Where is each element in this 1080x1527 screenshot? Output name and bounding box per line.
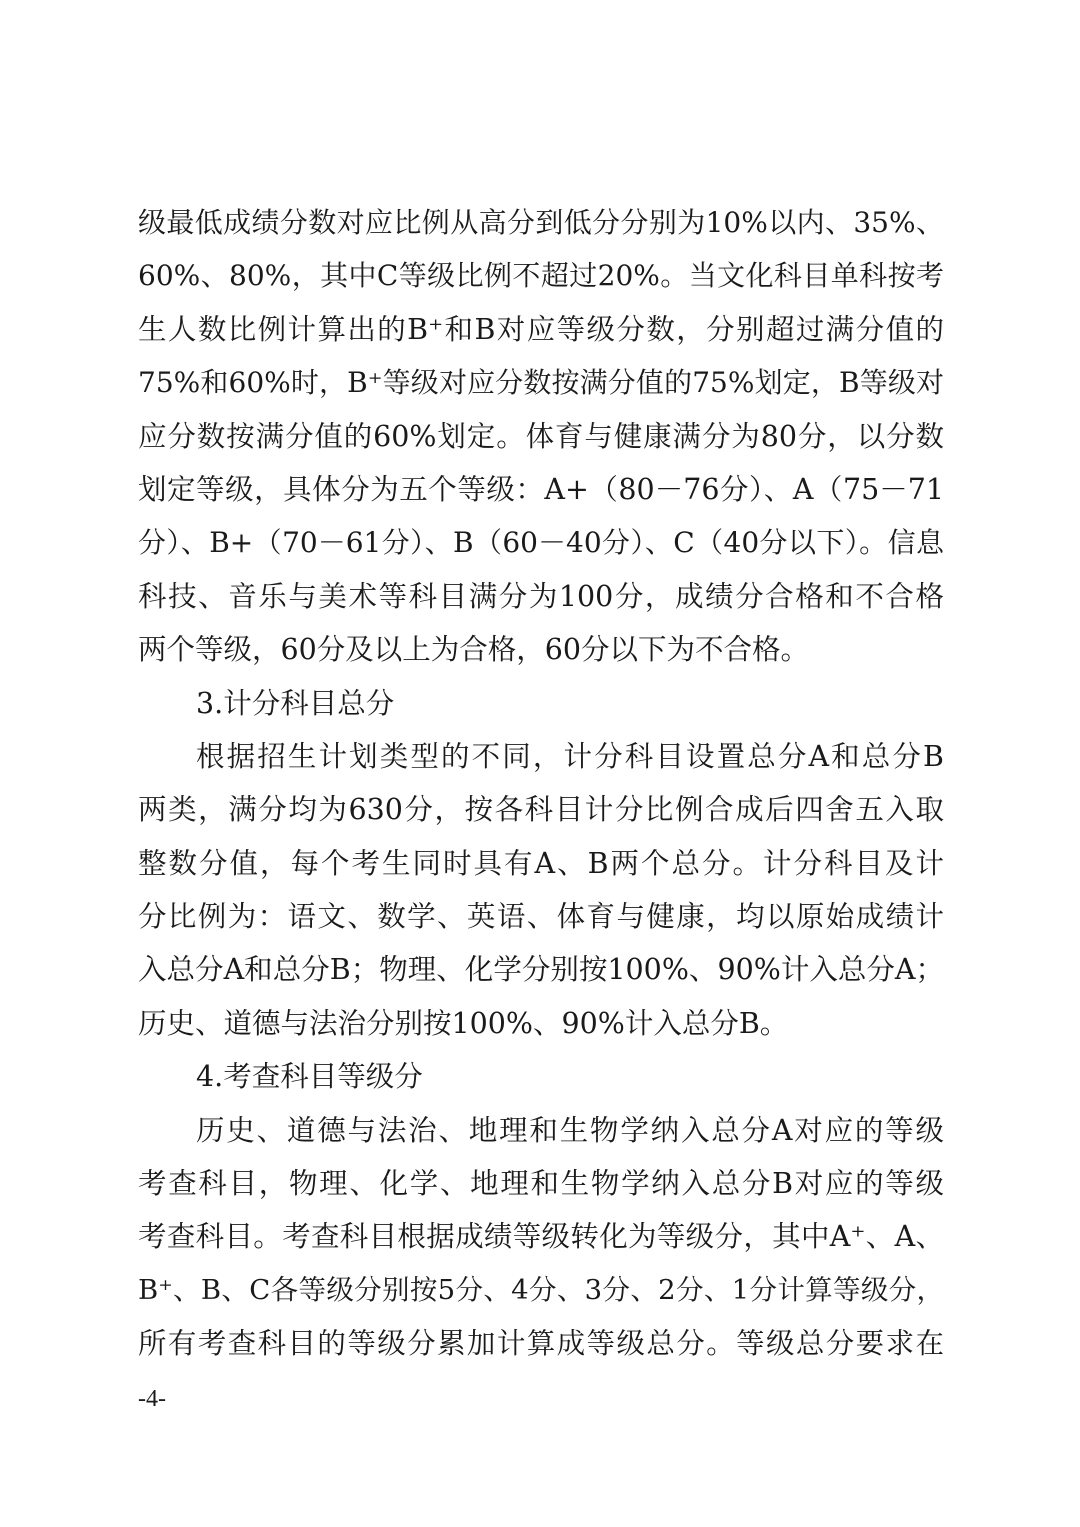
text-line: B⁺、B、C各等级分别按5分、4分、3分、2分、1分计算等级分， — [138, 1273, 944, 1306]
text-line: 分）、B+（70－61分）、B（60－40分）、C（40分以下）。信息 — [138, 526, 944, 560]
text-line: 所有考查科目的等级分累加计算成等级总分。等级总分要求在 — [138, 1327, 944, 1361]
text-line: 考查科目。考查科目根据成绩等级转化为等级分，其中A⁺、A、 — [138, 1220, 944, 1254]
text-line: 两类，满分均为630分，按各科目计分比例合成后四舍五入取 — [138, 793, 944, 827]
text-line: 4.考查科目等级分 — [196, 1060, 423, 1094]
text-line: 3.计分科目总分 — [196, 686, 395, 720]
text-line: 入总分A和总分B；物理、化学分别按100%、90%计入总分A； — [138, 953, 944, 987]
text-line: 整数分值，每个考生同时具有A、B两个总分。计分科目及计 — [138, 846, 944, 880]
text-line: 生人数比例计算出的B⁺和B对应等级分数，分别超过满分值的 — [138, 312, 944, 346]
page-number: -4- — [138, 1386, 166, 1412]
text-line: 考查科目，物理、化学、地理和生物学纳入总分B对应的等级 — [138, 1167, 944, 1201]
text-line: 60%、80%，其中C等级比例不超过20%。当文化科目单科按考 — [138, 259, 944, 293]
text-line: 分比例为：语文、数学、英语、体育与健康，均以原始成绩计 — [138, 900, 944, 934]
text-line: 科技、音乐与美术等科目满分为100分，成绩分合格和不合格 — [138, 579, 944, 613]
text-line: 历史、道德与法治、地理和生物学纳入总分A对应的等级 — [196, 1113, 944, 1147]
text-line: 级最低成绩分数对应比例从高分到低分分别为10%以内、35%、 — [138, 206, 944, 239]
text-line: 两个等级，60分及以上为合格，60分以下为不合格。 — [138, 633, 810, 667]
body-text — [138, 196, 944, 1371]
text-line: 应分数按满分值的60%划定。体育与健康满分为80分，以分数 — [138, 419, 944, 453]
text-line: 75%和60%时，B⁺等级对应分数按满分值的75%划定，B等级对 — [138, 366, 944, 400]
text-line: 根据招生计划类型的不同，计分科目设置总分A和总分B — [196, 739, 944, 773]
text-line: 划定等级，具体分为五个等级：A+（80－76分）、A（75－71 — [138, 472, 944, 506]
text-line: 历史、道德与法治分别按100%、90%计入总分B。 — [138, 1006, 789, 1040]
